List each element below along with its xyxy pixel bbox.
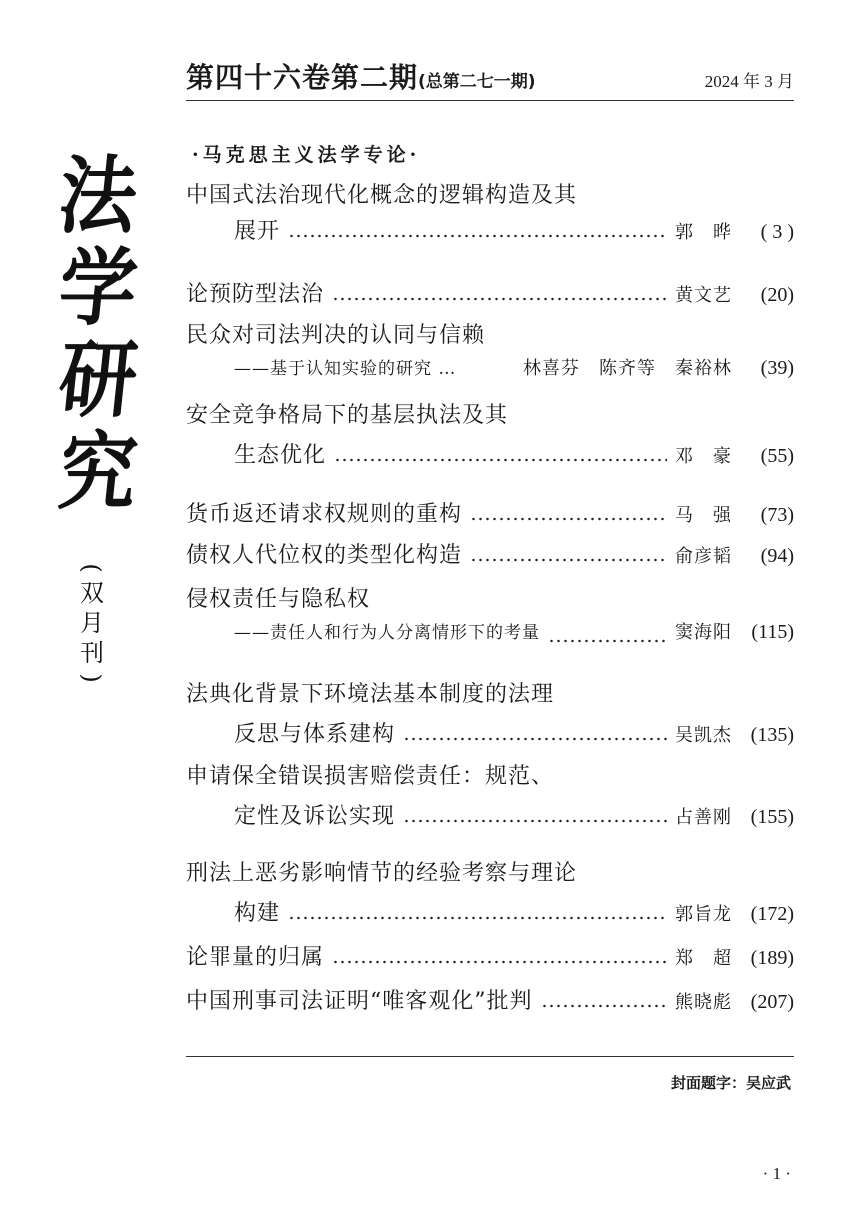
article-author: 林喜芬 陈齐等 秦裕林 [523,358,732,379]
toc-entry[interactable] [186,984,794,1020]
leader-dots [470,557,667,563]
toc-entry[interactable] [186,398,794,474]
header-divider [186,100,794,101]
leader-dots [332,959,667,965]
article-page: (20) [760,284,794,306]
leader-dots [288,915,667,921]
article-page: (73) [760,504,794,526]
article-page: (207) [750,991,794,1013]
article-title-cont: 定性及诉讼实现 [234,804,396,829]
leader-dots [334,457,667,463]
toc-entry[interactable] [186,940,794,976]
leader-dots [548,638,667,644]
article-author: 俞彦韬 [675,546,732,567]
volume-total-label: (总第二七一期) [418,72,536,92]
article-page: ( 3 ) [760,221,794,243]
article-author: 郭旨龙 [675,904,732,925]
cover-credit: 封面题字：吴应武 [670,1074,791,1092]
toc-entry[interactable] [186,318,794,392]
leader-dots [332,296,667,302]
article-subtitle: ——基于认知实验的研究 … [234,359,457,379]
article-title: 论罪量的归属 [186,945,325,970]
article-author: 郑 超 [675,948,732,969]
journal-char: 究 [54,422,142,521]
leader-dots [403,818,667,824]
article-author: 窦海阳 [675,622,732,643]
article-page: (135) [750,724,794,746]
leader-dots [541,1003,668,1009]
leader-dots [470,516,667,522]
article-title: 中国刑事司法证明“唯客观化”批判 [186,989,533,1014]
page-number: · 1 · [762,1164,791,1183]
article-page: (94) [760,545,794,567]
leader-dots [403,736,667,742]
frequency-paren-open: ( [78,563,106,573]
article-author: 马 强 [675,505,732,526]
article-author: 占善刚 [675,807,732,828]
toc-entry[interactable] [186,497,794,533]
article-title-cont: 展开 [234,219,281,244]
article-page: (189) [750,947,794,969]
toc-entry[interactable] [186,677,794,753]
article-title: 申请保全错误损害赔偿责任：规范、 [186,764,555,789]
journal-char: 法 [54,146,142,245]
footer-divider [186,1056,794,1057]
frequency-char: 月 [80,609,104,637]
article-author: 熊晓彪 [675,992,732,1013]
publication-frequency [70,558,114,688]
article-title: 民众对司法判决的认同与信赖 [186,323,486,348]
article-author: 邓 豪 [675,446,732,467]
article-author: 吴凯杰 [675,725,732,746]
toc-entry[interactable] [186,856,794,932]
article-author: 黄文艺 [675,285,732,306]
article-title: 法典化背景下环境法基本制度的法理 [186,682,555,707]
issue-header [186,56,794,96]
journal-char: 研 [54,330,142,429]
article-page: (39) [760,357,794,379]
journal-char: 学 [54,238,142,337]
article-title: 侵权责任与隐私权 [186,587,371,612]
article-title-cont: 构建 [234,901,281,926]
issue-date: 2024 年 3 月 [704,72,794,91]
article-title-cont: 反思与体系建构 [234,722,396,747]
article-subtitle: ——责任人和行为人分离情形下的考量 [234,623,540,643]
article-page: (115) [751,621,794,643]
article-title: 安全竞争格局下的基层执法及其 [186,403,509,428]
toc-entry[interactable] [186,538,794,574]
article-title: 刑法上恶劣影响情节的经验考察与理论 [186,861,578,886]
toc-entry[interactable] [186,277,794,313]
journal-title-calligraphy [48,146,148,521]
frequency-paren-close: ) [78,673,106,683]
issue-volume [186,56,536,96]
article-author: 郭 晔 [675,222,732,243]
frequency-char: 双 [80,579,104,607]
article-title: 货币返还请求权规则的重构 [186,502,463,527]
article-page: (172) [750,903,794,925]
article-title: 债权人代位权的类型化构造 [186,543,463,568]
article-page: (155) [750,806,794,828]
article-page: (55) [760,445,794,467]
toc-entry[interactable] [186,582,794,656]
toc-entry[interactable] [186,178,794,250]
leader-dots [288,233,667,239]
section-heading: ·马克思主义法学专论· [192,144,421,166]
article-title-cont: 生态优化 [234,443,327,468]
volume-label: 第四十六卷第二期 [186,61,419,94]
toc-entry[interactable] [186,759,794,835]
frequency-char: 刊 [80,639,104,667]
article-title: 中国式法治现代化概念的逻辑构造及其 [186,183,578,208]
article-title: 论预防型法治 [186,282,325,307]
